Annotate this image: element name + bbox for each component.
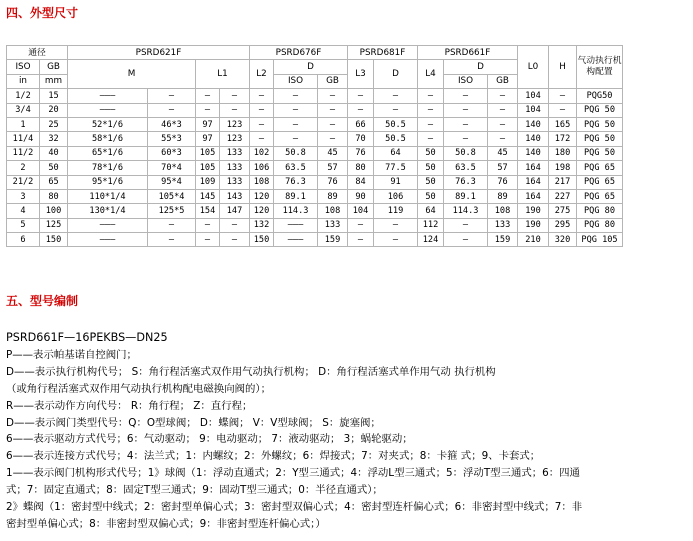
table-cell: 89 bbox=[318, 189, 348, 203]
table-cell: 65*1/6 bbox=[68, 146, 148, 160]
table-cell: — bbox=[318, 117, 348, 131]
table-cell: 147 bbox=[220, 204, 250, 218]
table-cell: 105 bbox=[196, 146, 220, 160]
model-rule-line: 式；7：固定直通式；8：固定T型三通式；9：固动T型三通式；0：半径直通式）； bbox=[6, 484, 383, 497]
table-cell: 76.3 bbox=[274, 175, 318, 189]
table-cell: 120 bbox=[250, 204, 274, 218]
table-cell: — bbox=[196, 103, 220, 117]
header-d-661: D bbox=[444, 60, 518, 74]
table-cell: 40 bbox=[40, 146, 68, 160]
table-cell: 95*4 bbox=[148, 175, 196, 189]
table-cell: 50 bbox=[418, 189, 444, 203]
table-cell: 159 bbox=[488, 233, 518, 247]
table-cell: — bbox=[196, 233, 220, 247]
header-gb: GB bbox=[40, 60, 68, 74]
table-cell: — bbox=[549, 103, 577, 117]
model-code-example: PSRD661F—16PEKBS—DN25 bbox=[6, 331, 168, 344]
table-cell: — bbox=[274, 132, 318, 146]
header-psrd676f: PSRD676F bbox=[250, 46, 348, 60]
table-cell: — bbox=[488, 132, 518, 146]
table-cell: 108 bbox=[250, 175, 274, 189]
table-cell: 150 bbox=[250, 233, 274, 247]
table-cell: 125*5 bbox=[148, 204, 196, 218]
table-cell: 76 bbox=[488, 175, 518, 189]
table-cell: — bbox=[148, 218, 196, 232]
table-cell: — bbox=[488, 103, 518, 117]
table-cell: PQG 50 bbox=[577, 132, 623, 146]
table-cell: 64 bbox=[418, 204, 444, 218]
table-cell: — bbox=[418, 89, 444, 103]
table-row bbox=[7, 132, 623, 146]
table-cell: 50 bbox=[418, 175, 444, 189]
table-cell: — bbox=[488, 89, 518, 103]
table-cell: — bbox=[444, 233, 488, 247]
table-cell: — bbox=[348, 233, 374, 247]
header-actuator: 气动执行机构配置 bbox=[577, 46, 623, 89]
table-cell: — bbox=[220, 218, 250, 232]
table-row bbox=[7, 233, 623, 247]
table-cell: 46*3 bbox=[148, 117, 196, 131]
table-cell: — bbox=[250, 117, 274, 131]
table-cell: ——— bbox=[68, 233, 148, 247]
table-cell: ——— bbox=[68, 89, 148, 103]
table-cell: — bbox=[348, 89, 374, 103]
header-psrd661f: PSRD661F bbox=[418, 46, 518, 60]
model-rule-line: 2》蝶阀（1：密封型中线式；2：密封型单偏心式；3：密封型双偏心式；4：密封型连杆偏心式；6：非密封型中线式；7：非 bbox=[6, 501, 583, 514]
table-cell: — bbox=[220, 103, 250, 117]
table-cell: — bbox=[274, 117, 318, 131]
table-cell: PQG 65 bbox=[577, 175, 623, 189]
table-cell: 11/2 bbox=[7, 146, 40, 160]
model-rule-line: 1——表示阀门机构形式代号；1》球阀（1：浮动直通式；2：Y型三通式；4：浮动L型三通式；5：浮动T型三通式；6：四通 bbox=[6, 467, 580, 480]
table-cell: 70 bbox=[348, 132, 374, 146]
table-cell: 125 bbox=[40, 218, 68, 232]
header-l0: L0 bbox=[518, 46, 549, 89]
table-cell: PQG 80 bbox=[577, 204, 623, 218]
table-cell: 6 bbox=[7, 233, 40, 247]
table-cell: 102 bbox=[250, 146, 274, 160]
table-cell: — bbox=[418, 132, 444, 146]
table-cell: 84 bbox=[348, 175, 374, 189]
model-rule-line: P——表示帕基诺自控阀门； bbox=[6, 348, 137, 361]
table-cell: — bbox=[444, 117, 488, 131]
table-cell: — bbox=[318, 103, 348, 117]
table-cell: — bbox=[444, 132, 488, 146]
table-cell: 190 bbox=[518, 218, 549, 232]
table-cell: — bbox=[148, 233, 196, 247]
table-cell: — bbox=[196, 89, 220, 103]
table-cell: PQG 50 bbox=[577, 103, 623, 117]
table-cell: 104 bbox=[518, 89, 549, 103]
table-row bbox=[7, 189, 623, 203]
model-rule-line: D——表示执行机构代号； S：角行程活塞式双作用气动执行机构； D：角行程活塞式单作用气动 执行机构 bbox=[6, 365, 496, 378]
table-cell: 180 bbox=[549, 146, 577, 160]
table-cell: 76 bbox=[318, 175, 348, 189]
table-cell: 4 bbox=[7, 204, 40, 218]
table-cell: 133 bbox=[220, 175, 250, 189]
table-cell: 57 bbox=[318, 161, 348, 175]
table-cell: 45 bbox=[488, 146, 518, 160]
table-cell: 90 bbox=[348, 189, 374, 203]
table-cell: 64 bbox=[374, 146, 418, 160]
model-rule-line: 6——表示驱动方式代号；6：气动驱动； 9：电动驱动； 7：液动驱动； 3；蜗轮驱动； bbox=[6, 433, 413, 446]
header-iso-661: ISO bbox=[444, 74, 488, 88]
table-cell: 159 bbox=[318, 233, 348, 247]
table-cell: — bbox=[374, 103, 418, 117]
table-row bbox=[7, 204, 623, 218]
table-row bbox=[7, 161, 623, 175]
header-h: H bbox=[549, 46, 577, 89]
table-cell: — bbox=[318, 132, 348, 146]
table-cell: 25 bbox=[40, 117, 68, 131]
table-cell: 95*1/6 bbox=[68, 175, 148, 189]
header-mm: mm bbox=[40, 74, 68, 88]
table-cell: 65 bbox=[40, 175, 68, 189]
table-cell: 76 bbox=[348, 146, 374, 160]
table-cell: 120 bbox=[250, 189, 274, 203]
model-rule-line: （或角行程活塞式双作用气动执行机构配电磁换向阀的）； bbox=[6, 382, 271, 395]
table-cell: 227 bbox=[549, 189, 577, 203]
table-cell: 133 bbox=[318, 218, 348, 232]
table-row bbox=[7, 89, 623, 103]
table-cell: 295 bbox=[549, 218, 577, 232]
table-cell: 15 bbox=[40, 89, 68, 103]
table-cell: 3/4 bbox=[7, 103, 40, 117]
table-cell: 133 bbox=[220, 146, 250, 160]
table-cell: PQG 50 bbox=[577, 117, 623, 131]
table-cell: 112 bbox=[418, 218, 444, 232]
header-gb-676: GB bbox=[318, 74, 348, 88]
table-cell: 89.1 bbox=[444, 189, 488, 203]
header-l1: L1 bbox=[196, 60, 250, 89]
table-cell: ——— bbox=[274, 218, 318, 232]
table-cell: 52*1/6 bbox=[68, 117, 148, 131]
table-cell: 32 bbox=[40, 132, 68, 146]
table-cell: — bbox=[348, 218, 374, 232]
table-cell: — bbox=[274, 89, 318, 103]
table-row bbox=[7, 175, 623, 189]
table-cell: — bbox=[318, 89, 348, 103]
table-cell: 130*1/4 bbox=[68, 204, 148, 218]
table-cell: PQG 65 bbox=[577, 161, 623, 175]
table-cell: — bbox=[220, 233, 250, 247]
table-cell: 50.8 bbox=[274, 146, 318, 160]
table-cell: ——— bbox=[274, 233, 318, 247]
table-cell: 108 bbox=[488, 204, 518, 218]
table-cell: 58*1/6 bbox=[68, 132, 148, 146]
model-section-title: 五、型号编制 bbox=[6, 294, 79, 308]
header-gb-661: GB bbox=[488, 74, 518, 88]
table-cell: PQG 65 bbox=[577, 189, 623, 203]
table-cell: — bbox=[220, 89, 250, 103]
table-cell: 105 bbox=[196, 161, 220, 175]
model-code-description bbox=[6, 330, 692, 533]
table-cell: 50.5 bbox=[374, 132, 418, 146]
table-cell: — bbox=[148, 103, 196, 117]
table-cell: 217 bbox=[549, 175, 577, 189]
table-row bbox=[7, 103, 623, 117]
dimensions-table bbox=[6, 45, 623, 247]
table-cell: 114.3 bbox=[444, 204, 488, 218]
table-cell: 172 bbox=[549, 132, 577, 146]
table-cell: 123 bbox=[220, 117, 250, 131]
table-row bbox=[7, 117, 623, 131]
table-row bbox=[7, 218, 623, 232]
header-l3: L3 bbox=[348, 60, 374, 89]
table-cell: 140 bbox=[518, 132, 549, 146]
table-cell: 1/2 bbox=[7, 89, 40, 103]
header-iso-676: ISO bbox=[274, 74, 318, 88]
table-cell: 133 bbox=[488, 218, 518, 232]
table-cell: 97 bbox=[196, 117, 220, 131]
table-cell: 63.5 bbox=[444, 161, 488, 175]
header-in: in bbox=[7, 74, 40, 88]
table-cell: 108 bbox=[318, 204, 348, 218]
table-cell: 104 bbox=[348, 204, 374, 218]
table-cell: — bbox=[250, 103, 274, 117]
table-cell: 140 bbox=[518, 117, 549, 131]
table-cell: 21/2 bbox=[7, 175, 40, 189]
table-cell: 140 bbox=[518, 146, 549, 160]
table-cell: — bbox=[444, 89, 488, 103]
table-cell: 45 bbox=[318, 146, 348, 160]
table-cell: 5 bbox=[7, 218, 40, 232]
table-cell: 110*1/4 bbox=[68, 189, 148, 203]
header-psrd621f: PSRD621F bbox=[68, 46, 250, 60]
table-cell: 165 bbox=[549, 117, 577, 131]
table-cell: 164 bbox=[518, 189, 549, 203]
table-cell: 97 bbox=[196, 132, 220, 146]
header-psrd681f: PSRD681F bbox=[348, 46, 418, 60]
table-cell: 106 bbox=[374, 189, 418, 203]
table-cell: 63.5 bbox=[274, 161, 318, 175]
table-cell: 66 bbox=[348, 117, 374, 131]
table-cell: 100 bbox=[40, 204, 68, 218]
table-cell: 57 bbox=[488, 161, 518, 175]
table-cell: 20 bbox=[40, 103, 68, 117]
table-cell: — bbox=[374, 233, 418, 247]
table-cell: 123 bbox=[220, 132, 250, 146]
table-cell: 50 bbox=[418, 146, 444, 160]
table-cell: 164 bbox=[518, 175, 549, 189]
model-rule-line: R——表示动作方向代号： R：角行程； Z：直行程； bbox=[6, 399, 253, 412]
table-cell: 145 bbox=[196, 189, 220, 203]
header-d-676: D bbox=[274, 60, 348, 74]
table-cell: 109 bbox=[196, 175, 220, 189]
table-cell: 132 bbox=[250, 218, 274, 232]
table-cell: 133 bbox=[220, 161, 250, 175]
model-rule-line: 密封型单偏心式；8：非密封型双偏心式；9：非密封型连杆偏心式；） bbox=[6, 517, 326, 530]
table-cell: 80 bbox=[348, 161, 374, 175]
table-cell: 50.5 bbox=[374, 117, 418, 131]
table-cell: — bbox=[488, 117, 518, 131]
table-cell: — bbox=[196, 218, 220, 232]
table-cell: — bbox=[250, 132, 274, 146]
header-iso: ISO bbox=[7, 60, 40, 74]
table-cell: — bbox=[148, 89, 196, 103]
table-cell: 1 bbox=[7, 117, 40, 131]
table-cell: 198 bbox=[549, 161, 577, 175]
table-cell: 275 bbox=[549, 204, 577, 218]
table-cell: 77.5 bbox=[374, 161, 418, 175]
table-cell: 104 bbox=[518, 103, 549, 117]
table-cell: — bbox=[418, 103, 444, 117]
table-cell: PQG50 bbox=[577, 89, 623, 103]
table-cell: 190 bbox=[518, 204, 549, 218]
table-cell: 70*4 bbox=[148, 161, 196, 175]
table-cell: 89 bbox=[488, 189, 518, 203]
table-cell: PQG 80 bbox=[577, 218, 623, 232]
table-cell: 154 bbox=[196, 204, 220, 218]
table-cell: 114.3 bbox=[274, 204, 318, 218]
header-d-681: D bbox=[374, 60, 418, 89]
model-rule-line: D——表示阀门类型代号：Q：O型球阀； D：蝶阀； V：V型球阀； S：旋塞阀； bbox=[6, 416, 381, 429]
table-cell: 50 bbox=[418, 161, 444, 175]
table-cell: 106 bbox=[250, 161, 274, 175]
table-cell: 91 bbox=[374, 175, 418, 189]
table-cell: — bbox=[444, 218, 488, 232]
header-l4: L4 bbox=[418, 60, 444, 89]
table-cell: — bbox=[374, 89, 418, 103]
model-rule-line: 6——表示连接方式代号；4：法兰式；1：内螺纹；2：外螺纹；6：焊接式；7：对夹式；8：卡箍 式；9、卡套式； bbox=[6, 450, 541, 463]
table-cell: 80 bbox=[40, 189, 68, 203]
table-cell: 78*1/6 bbox=[68, 161, 148, 175]
table-cell: 164 bbox=[518, 161, 549, 175]
dimensions-section-title: 四、外型尺寸 bbox=[6, 6, 79, 20]
header-bore: 通径 bbox=[7, 46, 68, 60]
table-cell: 320 bbox=[549, 233, 577, 247]
table-cell: 2 bbox=[7, 161, 40, 175]
table-cell: 50 bbox=[40, 161, 68, 175]
table-cell: — bbox=[250, 89, 274, 103]
table-cell: 3 bbox=[7, 189, 40, 203]
table-cell: 89.1 bbox=[274, 189, 318, 203]
table-cell: 105*4 bbox=[148, 189, 196, 203]
table-cell: 124 bbox=[418, 233, 444, 247]
table-cell: ——— bbox=[68, 218, 148, 232]
table-cell: 50.8 bbox=[444, 146, 488, 160]
table-row bbox=[7, 146, 623, 160]
table-cell: — bbox=[274, 103, 318, 117]
table-cell: 11/4 bbox=[7, 132, 40, 146]
table-cell: 55*3 bbox=[148, 132, 196, 146]
table-cell: — bbox=[374, 218, 418, 232]
table-cell: 119 bbox=[374, 204, 418, 218]
table-cell: — bbox=[348, 103, 374, 117]
header-l2: L2 bbox=[250, 60, 274, 89]
table-cell: ——— bbox=[68, 103, 148, 117]
table-cell: 150 bbox=[40, 233, 68, 247]
table-cell: 210 bbox=[518, 233, 549, 247]
table-cell: PQG 105 bbox=[577, 233, 623, 247]
table-cell: 143 bbox=[220, 189, 250, 203]
table-cell: 76.3 bbox=[444, 175, 488, 189]
table-cell: 60*3 bbox=[148, 146, 196, 160]
table-cell: PQG 50 bbox=[577, 146, 623, 160]
table-cell: — bbox=[549, 89, 577, 103]
table-cell: — bbox=[418, 117, 444, 131]
header-m: M bbox=[68, 60, 196, 89]
table-cell: — bbox=[444, 103, 488, 117]
